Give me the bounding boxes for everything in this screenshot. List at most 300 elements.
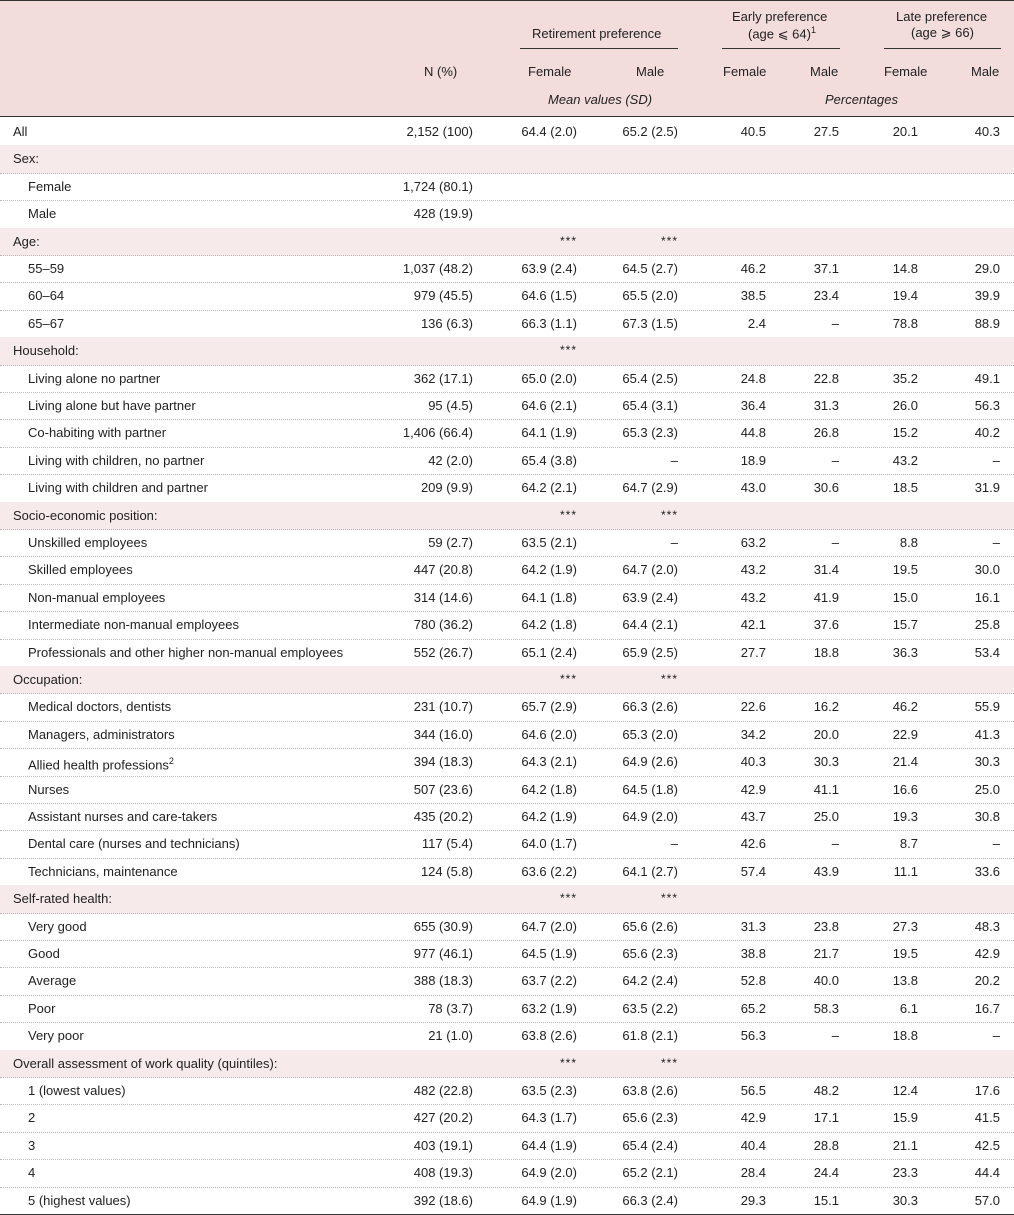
cell-ret-m: 65.4 (2.5) [622,370,678,386]
table-row [0,255,1014,283]
cell-late-m: 53.4 [974,644,1000,660]
cell-late-f: 21.1 [892,1137,918,1153]
cell-late-m: 30.8 [974,809,1000,824]
cell-late-m: 57.0 [974,1192,1000,1208]
cell-ret-f: 64.2 (1.9) [521,809,577,824]
table-row [0,1187,1014,1215]
cell-n: 482 (22.8) [413,1083,473,1098]
cell-ret-m: *** [660,233,678,248]
row-label: Sex: [13,151,40,167]
cell-early-m: 18.8 [813,644,839,660]
cell-late-m: 41.5 [974,1110,1000,1126]
cell-ret-m: 64.4 (2.1) [622,617,678,633]
cell-ret-f: 64.7 (2.0) [521,918,577,934]
table-row [0,858,1014,886]
cell-early-f: 18.9 [740,452,766,468]
cell-late-f: 78.8 [892,315,918,331]
cell-late-m: 56.3 [974,398,1000,413]
table-row [0,529,1014,557]
cell-late-m: 31.9 [974,480,1000,496]
cell-ret-f: 63.5 (2.1) [521,535,577,550]
cell-early-m: – [831,315,839,331]
cell-late-f: 21.4 [892,754,918,770]
cell-early-m: 58.3 [813,1000,839,1016]
cell-ret-f: 63.6 (2.2) [521,863,577,879]
cell-n: 95 (4.5) [428,398,473,413]
row-label: Very poor [28,1028,84,1044]
cell-early-m: 17.1 [813,1110,839,1126]
cell-late-f: 6.1 [899,1000,918,1016]
cell-early-m: 28.8 [813,1137,839,1153]
cell-early-m: 31.4 [813,562,839,578]
cell-ret-f: 64.2 (1.8) [521,781,577,797]
cell-early-m: 16.2 [813,699,839,715]
header-rule [884,48,1001,49]
cell-early-m: 30.6 [813,480,839,496]
cell-late-f: 27.3 [892,918,918,934]
cell-early-m: 25.0 [813,809,839,824]
cell-late-m: 41.3 [974,726,1000,742]
cell-late-m: – [992,452,1000,468]
cell-early-m: – [831,452,839,468]
cell-ret-f: 64.9 (1.9) [521,1192,577,1208]
row-label: Non-manual employees [28,589,166,605]
cell-late-f: 12.4 [892,1083,918,1098]
header-ret-female: Female [528,64,572,79]
table-row [0,913,1014,941]
row-label: Nurses [28,781,70,797]
cell-early-f: 42.9 [740,1110,766,1126]
cell-late-m: 16.1 [974,589,1000,605]
cell-early-m: 24.4 [813,1165,839,1181]
row-label: Occupation: [13,672,83,687]
row-label: Unskilled employees [28,535,148,550]
row-label: 3 [28,1137,36,1153]
cell-ret-f: 64.3 (2.1) [521,754,577,770]
section-row [0,502,1014,530]
cell-n: 428 (19.9) [413,206,473,222]
table-row [0,419,1014,447]
cell-n: 136 (6.3) [420,315,473,331]
cell-ret-f: 65.4 (3.8) [521,452,577,468]
cell-ret-m: *** [660,1055,678,1070]
cell-ret-m: 64.7 (2.9) [622,480,678,496]
table-row [0,365,1014,393]
table-row [0,940,1014,968]
row-label: Co-habiting with partner [28,425,167,441]
table-row [0,967,1014,995]
cell-early-m: – [831,1028,839,1044]
cell-ret-m: 64.5 (1.8) [622,781,678,797]
cell-ret-m: 65.6 (2.6) [622,918,678,934]
table-row [0,1077,1014,1105]
cell-late-f: 11.1 [893,863,918,879]
row-label: Overall assessment of work quality (quintiles): [13,1055,278,1071]
row-label: 60–64 [28,288,65,304]
cell-late-m: – [992,1028,1000,1044]
cell-early-f: 38.5 [740,288,766,304]
cell-early-f: 44.8 [740,425,766,441]
cell-late-m: 20.2 [974,973,1000,989]
cell-n: 507 (23.6) [413,781,473,797]
cell-ret-f: *** [559,672,577,686]
cell-late-f: 15.0 [892,589,918,605]
cell-late-f: 36.3 [892,644,918,660]
header-percentages: Percentages [825,92,898,107]
cell-ret-f: 63.5 (2.3) [521,1083,577,1098]
cell-early-m: 37.1 [813,261,839,276]
cell-early-m: 40.0 [813,973,839,989]
table-row [0,447,1014,475]
table-row [0,392,1014,420]
cell-n: 403 (19.1) [413,1137,473,1153]
cell-ret-m: 64.7 (2.0) [622,562,678,578]
cell-early-m: – [831,535,839,550]
header-n: N (%) [424,64,458,79]
cell-early-m: 20.0 [813,726,839,742]
cell-early-f: 57.4 [740,863,766,879]
header-late-age: (age ⩾ 66) [911,25,974,40]
cell-n: 1,724 (80.1) [402,178,473,194]
cell-late-m: – [992,836,1000,852]
cell-late-m: 17.6 [974,1083,1000,1098]
cell-ret-m: 64.5 (2.7) [622,261,678,276]
cell-late-m: 40.2 [974,425,1000,441]
header-early-female: Female [723,64,767,79]
cell-ret-f: 64.6 (2.1) [521,398,577,413]
cell-early-m: 27.5 [813,124,839,139]
row-label: Skilled employees [28,562,133,578]
cell-early-m: 15.1 [813,1192,839,1208]
cell-ret-f: 63.9 (2.4) [521,261,577,276]
cell-early-f: 36.4 [740,398,766,413]
cell-n: 780 (36.2) [413,617,473,633]
header-mean-values: Mean values (SD) [548,92,653,107]
cell-early-m: 48.2 [813,1083,839,1098]
row-label: Good [28,946,60,961]
cell-ret-m: – [670,452,678,468]
row-label: Very good [28,918,87,934]
cell-late-m: 44.4 [974,1165,1000,1181]
cell-late-f: 43.2 [892,452,918,468]
cell-ret-m: – [670,836,678,852]
table-row [0,474,1014,502]
cell-ret-f: 64.2 (1.8) [521,617,577,633]
cell-early-m: – [831,836,839,852]
cell-ret-m: 65.6 (2.3) [622,946,678,961]
cell-early-m: 23.8 [813,918,839,934]
cell-n: 979 (45.5) [413,288,473,304]
table-row [0,200,1014,228]
cell-late-m: 33.6 [974,863,1000,879]
section-row [0,228,1014,256]
cell-early-m: 22.8 [813,370,839,386]
row-label: Intermediate non-manual employees [28,617,240,633]
cell-n: 408 (19.3) [413,1165,473,1181]
section-row [0,666,1014,694]
cell-ret-f: 63.2 (1.9) [521,1000,577,1016]
cell-early-f: 22.6 [740,699,766,715]
cell-n: 655 (30.9) [413,918,473,934]
cell-ret-m: 64.2 (2.4) [622,973,678,989]
table-row [0,611,1014,639]
header-retirement-preference: Retirement preference [532,26,662,41]
row-label: 65–67 [28,315,65,331]
cell-ret-m: 65.3 (2.0) [622,726,678,742]
cell-ret-f: 66.3 (1.1) [521,315,577,331]
cell-early-f: 46.2 [740,261,766,276]
table-row [0,776,1014,804]
cell-ret-f: 64.4 (2.0) [521,124,577,139]
cell-ret-f: 65.7 (2.9) [521,699,577,715]
cell-ret-f: *** [559,233,577,248]
cell-late-m: 49.1 [974,370,1000,386]
cell-late-m: 25.0 [974,781,1000,797]
cell-ret-f: 64.2 (1.9) [521,562,577,578]
table-row [0,1132,1014,1160]
cell-ret-m: 65.6 (2.3) [622,1110,678,1126]
cell-late-f: 16.6 [892,781,918,797]
cell-ret-f: *** [559,507,577,522]
table-row [0,584,1014,612]
table-row [0,1022,1014,1050]
row-label: Living with children, no partner [28,452,205,468]
cell-early-f: 63.2 [740,535,766,550]
cell-ret-f: 64.2 (2.1) [521,480,577,496]
cell-late-m: 88.9 [974,315,1000,331]
cell-late-f: 18.8 [892,1028,918,1044]
cell-early-m: 43.9 [813,863,839,879]
row-label: All [13,124,28,139]
cell-ret-m: 64.9 (2.6) [622,754,678,770]
cell-ret-m: 63.5 (2.2) [622,1000,678,1016]
section-row [0,1050,1014,1078]
cell-early-f: 43.0 [740,480,766,496]
cell-early-f: 40.3 [740,754,766,770]
cell-n: 362 (17.1) [413,370,473,386]
cell-n: 1,406 (66.4) [402,425,473,441]
row-label: Male [28,206,57,222]
cell-late-f: 8.7 [899,836,918,852]
cell-ret-f: 64.5 (1.9) [521,946,577,961]
cell-ret-m: 61.8 (2.1) [622,1028,678,1044]
cell-ret-f: 64.6 (1.5) [521,288,577,304]
section-row [0,145,1014,173]
section-row [0,885,1014,913]
cell-ret-m: *** [660,507,678,522]
cell-n: 231 (10.7) [413,699,473,715]
row-label: Assistant nurses and care-takers [28,809,218,824]
cell-late-m: 40.3 [974,124,1000,139]
row-label: Age: [13,233,40,249]
cell-late-f: 19.5 [892,946,918,961]
cell-ret-f: 64.1 (1.9) [521,425,577,441]
cell-ret-f: *** [559,343,577,358]
cell-ret-m: 64.9 (2.0) [622,809,678,824]
cell-ret-f: *** [559,891,577,906]
cell-ret-m: *** [660,891,678,906]
table-row [0,803,1014,831]
cell-ret-m: 65.4 (3.1) [622,398,678,413]
cell-late-f: 30.3 [892,1192,918,1208]
cell-n: 2,152 (100) [406,124,473,139]
row-label: 4 [28,1165,36,1181]
cell-early-f: 2.4 [747,315,766,331]
cell-early-m: 26.8 [813,425,839,441]
row-label: Poor [28,1000,56,1016]
cell-late-f: 19.4 [892,288,918,304]
cell-early-m: 41.9 [813,589,839,605]
row-label: Dental care (nurses and technicians) [28,836,240,852]
cell-ret-f: 64.1 (1.8) [521,589,577,605]
cell-ret-m: 65.4 (2.4) [622,1137,678,1153]
cell-early-f: 65.2 [740,1000,766,1016]
cell-ret-m: 66.3 (2.4) [622,1192,678,1208]
cell-early-m: 30.3 [813,754,839,770]
cell-late-f: 35.2 [892,370,918,386]
row-label: Household: [13,343,79,359]
header-late-male: Male [971,64,1000,79]
row-label: Medical doctors, dentists [28,699,172,715]
row-label: Managers, administrators [28,726,175,742]
cell-ret-m: 63.8 (2.6) [622,1083,678,1098]
cell-early-f: 56.3 [740,1028,766,1044]
table-row [0,118,1014,146]
cell-n: 427 (20.2) [413,1110,473,1126]
cell-late-f: 15.2 [892,425,918,441]
cell-early-f: 43.2 [740,589,766,605]
cell-early-m: 41.1 [813,781,839,797]
cell-early-f: 29.3 [740,1192,766,1208]
row-label: Professionals and other higher non-manual employees [28,644,344,660]
cell-ret-f: 63.8 (2.6) [521,1028,577,1044]
table-row [0,282,1014,310]
cell-ret-m: 66.3 (2.6) [622,699,678,715]
header-early-age: (age ⩽ 64)$^1$ [748,25,816,42]
cell-late-m: 29.0 [974,261,1000,276]
row-label: Self-rated health: [13,891,113,907]
cell-n: 117 (5.4) [421,836,473,852]
cell-ret-m: – [670,535,678,550]
table-row [0,556,1014,584]
cell-late-f: 8.8 [899,535,918,550]
header-late-preference: Late preference [896,9,988,24]
table-row [0,173,1014,201]
cell-late-m: 42.9 [974,946,1000,961]
table-row [0,748,1014,776]
cell-late-m: 48.3 [974,918,1000,934]
cell-early-m: 37.6 [813,617,839,633]
cell-n: 392 (18.6) [413,1192,473,1208]
cell-early-f: 40.5 [740,124,766,139]
cell-late-m: 16.7 [974,1000,1000,1016]
cell-n: 21 (1.0) [428,1028,473,1044]
cell-late-m: – [992,535,1000,550]
cell-late-f: 20.1 [892,124,918,139]
row-label: 5 (highest values) [28,1192,131,1208]
cell-early-f: 34.2 [740,726,766,742]
cell-late-m: 25.8 [974,617,1000,633]
row-label: 1 (lowest values) [28,1083,126,1098]
table-row [0,1159,1014,1187]
cell-ret-m: 63.9 (2.4) [622,589,678,605]
cell-n: 435 (20.2) [413,809,473,824]
cell-n: 124 (5.8) [420,863,473,879]
cell-ret-f: 64.3 (1.7) [521,1110,577,1126]
table-row [0,693,1014,721]
header-early-male: Male [810,64,839,79]
cell-n: 552 (26.7) [413,644,473,660]
cell-late-f: 13.8 [892,973,918,989]
row-label: 55–59 [28,261,65,276]
table-row [0,1104,1014,1132]
cell-early-f: 31.3 [740,918,766,934]
cell-n: 447 (20.8) [413,562,473,578]
cell-ret-m: 67.3 (1.5) [622,315,678,331]
row-label: Socio-economic position: [13,507,158,523]
cell-early-m: 31.3 [813,398,839,413]
cell-ret-m: 65.2 (2.5) [622,124,678,139]
cell-late-f: 15.7 [892,617,918,633]
header-late-female: Female [884,64,928,79]
cell-late-f: 22.9 [892,726,918,742]
table-row [0,310,1014,338]
cell-ret-m: 65.3 (2.3) [622,425,678,441]
table-row [0,830,1014,858]
cell-early-f: 42.1 [740,617,766,633]
cell-ret-m: *** [660,672,678,686]
cell-late-f: 14.8 [892,261,918,276]
cell-late-f: 19.3 [892,809,918,824]
cell-ret-m: 65.9 (2.5) [622,644,678,660]
row-label: Living alone but have partner [28,398,196,413]
cell-ret-m: 65.2 (2.1) [622,1165,678,1181]
header-rule [520,48,678,49]
cell-early-m: 23.4 [813,288,839,304]
cell-n: 209 (9.9) [420,480,473,496]
cell-late-f: 46.2 [892,699,918,715]
cell-late-f: 23.3 [892,1165,918,1181]
row-label: Allied health professions$^2$ [28,756,174,773]
cell-late-m: 55.9 [974,699,1000,715]
cell-n: 388 (18.3) [413,973,473,989]
cell-early-f: 43.2 [740,562,766,578]
table-row [0,721,1014,749]
header-rule [722,48,840,49]
row-label: Average [28,973,77,989]
cell-ret-f: 65.1 (2.4) [521,644,577,660]
cell-late-m: 39.9 [974,288,1000,304]
cell-ret-m: 65.5 (2.0) [622,288,678,304]
row-label: Living with children and partner [28,480,208,496]
cell-n: 977 (46.1) [413,946,473,961]
cell-ret-f: 65.0 (2.0) [521,370,577,386]
cell-early-f: 24.8 [740,370,766,386]
cell-ret-f: 64.4 (1.9) [521,1137,577,1153]
cell-late-f: 18.5 [892,480,918,496]
header-early-preference: Early preference [732,9,828,24]
cell-n: 78 (3.7) [428,1000,473,1016]
cell-late-f: 26.0 [892,398,918,413]
cell-late-f: 15.9 [892,1110,918,1126]
cell-n: 42 (2.0) [428,452,473,468]
cell-ret-f: 64.0 (1.7) [521,836,577,852]
table-header [0,0,1014,117]
cell-early-f: 56.5 [740,1083,766,1098]
cell-early-f: 42.9 [740,781,766,797]
cell-late-m: 30.3 [974,754,1000,770]
cell-late-m: 30.0 [974,562,1000,578]
